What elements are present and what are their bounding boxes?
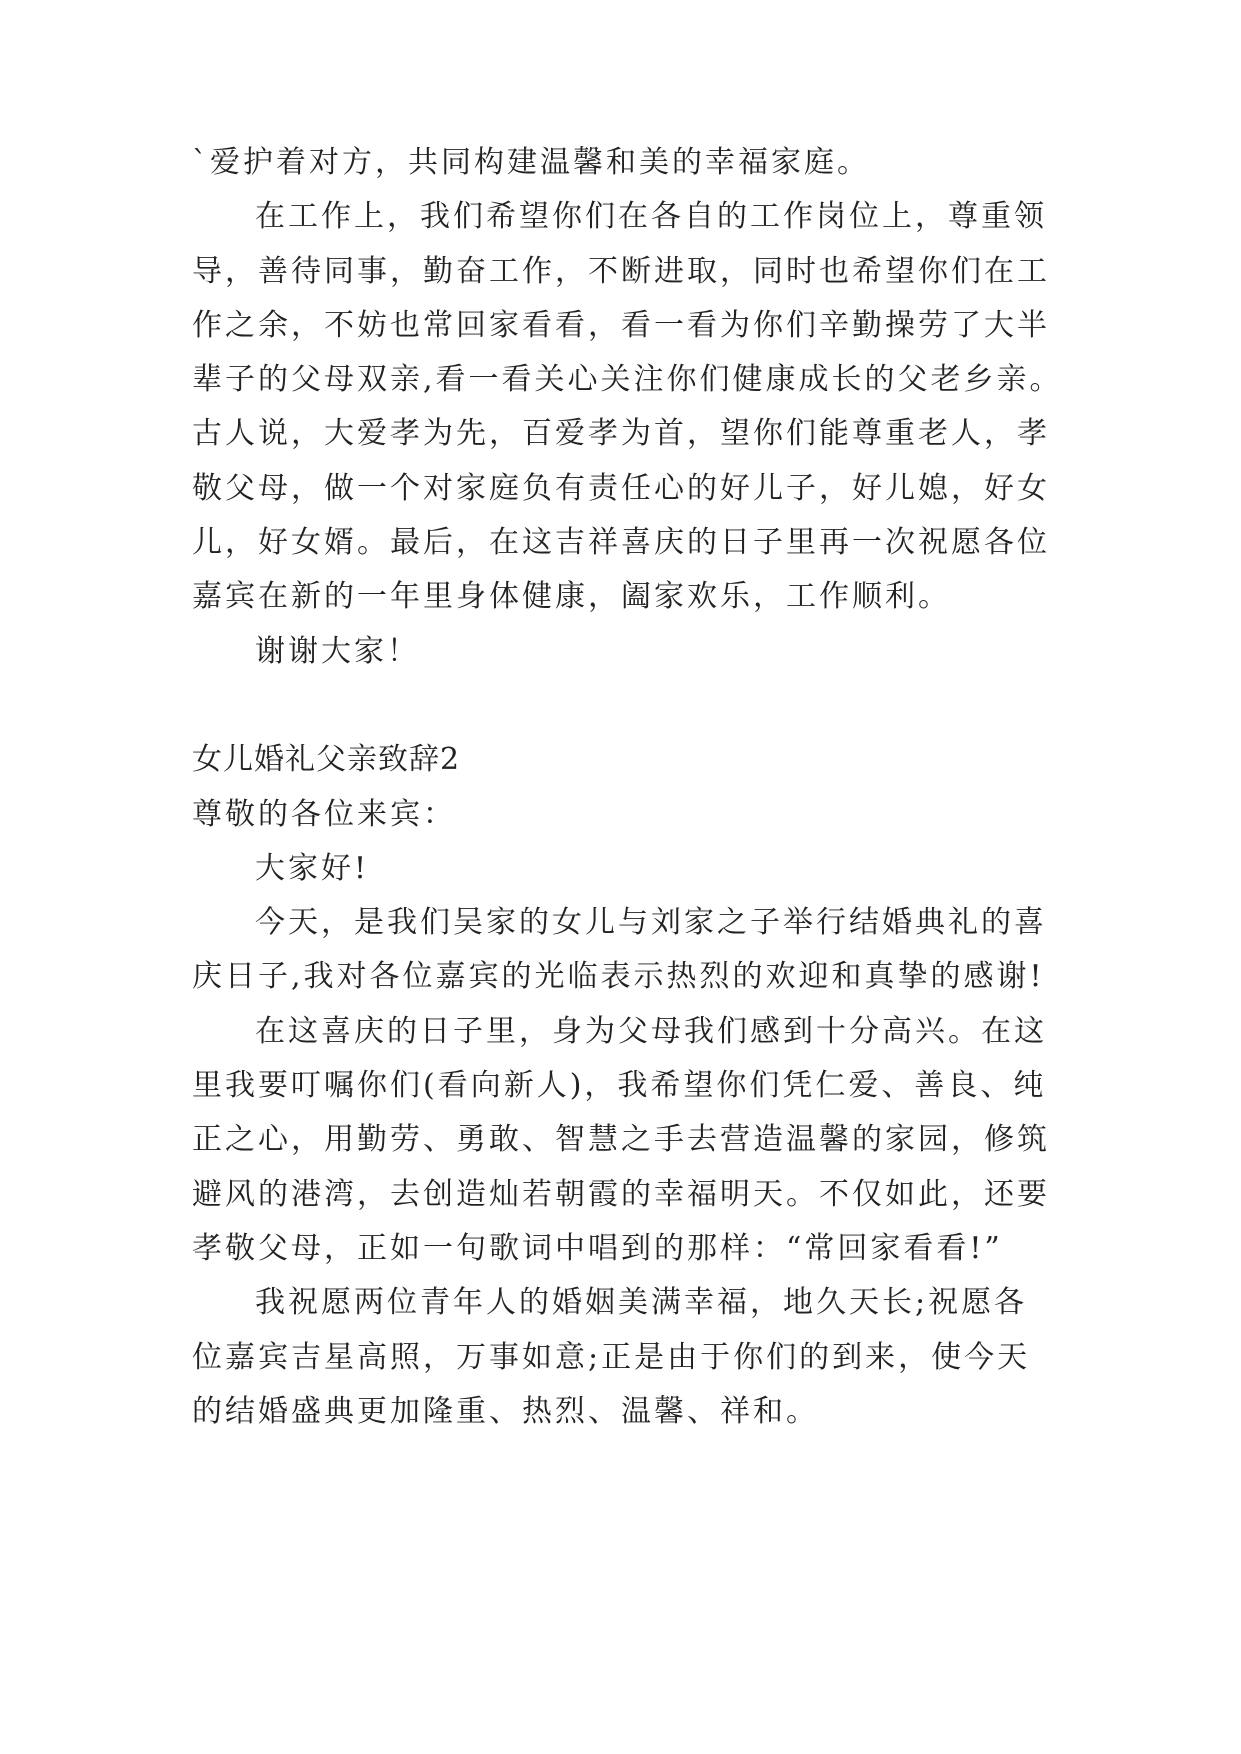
text-line: 在工作上，我们希望你们在各自的工作岗位上，尊重领 — [255, 199, 1047, 235]
text-line: 我祝愿两位青年人的婚姻美满幸福，地久天长;祝愿各 — [255, 1285, 1028, 1321]
document-page — [192, 136, 1152, 1439]
text-line: `爱护着对方，共同构建温馨和美的幸福家庭。 — [192, 145, 870, 180]
text-line: 古人说，大爱孝为先，百爱孝为首，望你们能尊重老人，孝 — [192, 416, 1050, 452]
text-line: 的结婚盛典更加隆重、热烈、温馨、祥和。 — [192, 1393, 819, 1429]
salutation: 尊敬的各位来宾： — [192, 796, 456, 832]
text-line: 庆日子,我对各位嘉宾的光临表示热烈的欢迎和真挚的感谢! — [192, 959, 1045, 995]
text-line: 敬父母，做一个对家庭负有责任心的好儿子，好儿媳，好女 — [192, 470, 1050, 506]
text-line: 儿，好女婿。最后，在这吉祥喜庆的日子里再一次祝愿各位 — [192, 525, 1050, 561]
section-spacer — [192, 679, 1152, 733]
section-title: 女儿婚礼父亲致辞2 — [192, 742, 461, 778]
text-line: 嘉宾在新的一年里身体健康，阖家欢乐，工作顺利。 — [192, 579, 951, 615]
closing-thanks: 谢谢大家！ — [255, 633, 420, 669]
text-line: 里我要叮嘱你们(看向新人)，我希望你们凭仁爱、善良、纯 — [192, 1068, 1047, 1104]
greeting: 大家好! — [255, 850, 370, 886]
text-line: 在这喜庆的日子里，身为父母我们感到十分高兴。在这 — [255, 1013, 1047, 1049]
text-line: 辈子的父母双亲,看一看关心关注你们健康成长的父老乡亲。 — [192, 362, 1063, 398]
text-line: 避风的港湾，去创造灿若朝霞的幸福明天。不仅如此，还要 — [192, 1176, 1050, 1212]
text-line: 今天，是我们吴家的女儿与刘家之子举行结婚典礼的喜 — [255, 905, 1047, 941]
text-line: 正之心，用勤劳、勇敢、智慧之手去营造温馨的家园，修筑 — [192, 1122, 1050, 1158]
text-line: 作之余，不妨也常回家看看，看一看为你们辛勤操劳了大半 — [192, 307, 1050, 343]
text-line: 位嘉宾吉星高照，万事如意;正是由于你们的到来，使今天 — [192, 1339, 1031, 1375]
text-line: 孝敬父母，正如一句歌词中唱到的那样：“常回家看看!” — [192, 1230, 1003, 1266]
text-line: 导，善待同事，勤奋工作，不断进取，同时也希望你们在工 — [192, 253, 1050, 289]
